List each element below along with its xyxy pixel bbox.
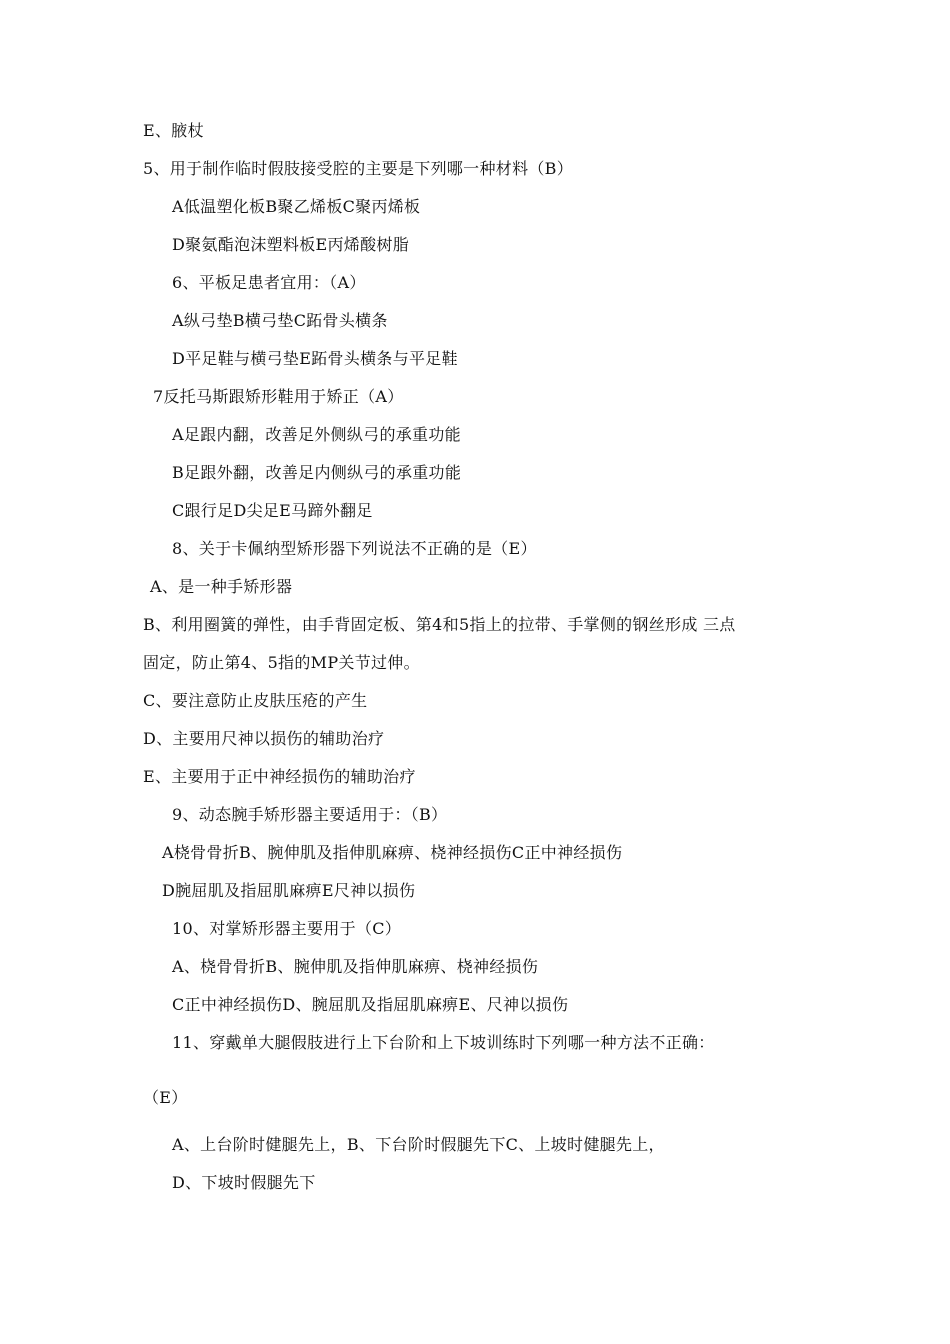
question-9-options-a-c: A桡骨骨折B、腕伸肌及指伸肌麻痹、桡神经损伤C正中神经损伤 bbox=[162, 843, 623, 862]
question-8-option-d: D、主要用尺神以损伤的辅助治疗 bbox=[143, 729, 385, 748]
question-10-options-c-e: C正中神经损伤D、腕屈肌及指屈肌麻痹E、尺神以损伤 bbox=[172, 995, 569, 1014]
question-8: 8、关于卡佩纳型矫形器下列说法不正确的是（E） bbox=[172, 539, 537, 558]
question-8-option-a: A、是一种手矫形器 bbox=[150, 577, 293, 596]
question-7-option-a: A足跟内翻，改善足外侧纵弓的承重功能 bbox=[172, 425, 461, 444]
question-11-option-d: D、下坡时假腿先下 bbox=[172, 1173, 316, 1192]
question-11-options-a-c: A、上台阶时健腿先上，B、下台阶时假腿先下C、上坡时健腿先上， bbox=[172, 1135, 665, 1154]
question-6: 6、平板足患者宜用：（A） bbox=[172, 273, 366, 292]
question-8-option-c: C、要注意防止皮肤压疮的产生 bbox=[143, 691, 368, 710]
text-line: E、腋杖 bbox=[143, 121, 204, 140]
question-7-options-c-e: C跟行足D尖足E马蹄外翻足 bbox=[172, 501, 373, 520]
question-10: 10、对掌矫形器主要用于（C） bbox=[172, 919, 402, 938]
question-5-options-d-e: D聚氨酯泡沫塑料板E丙烯酸树脂 bbox=[172, 235, 410, 254]
question-6-options-d-e: D平足鞋与横弓垫E跖骨头横条与平足鞋 bbox=[172, 349, 458, 368]
question-10-options-a-b: A、桡骨骨折B、腕伸肌及指伸肌麻痹、桡神经损伤 bbox=[172, 957, 539, 976]
question-7: 7反托马斯跟矫形鞋用于矫正（A） bbox=[153, 387, 404, 406]
question-5: 5、用于制作临时假肢接受腔的主要是下列哪一种材料（B） bbox=[143, 159, 574, 178]
question-11-answer: （E） bbox=[143, 1088, 188, 1107]
question-5-options-a-c: A低温塑化板B聚乙烯板C聚丙烯板 bbox=[172, 197, 421, 216]
question-9: 9、动态腕手矫形器主要适用于：（B） bbox=[172, 805, 448, 824]
question-7-option-b: B足跟外翻，改善足内侧纵弓的承重功能 bbox=[172, 463, 462, 482]
question-9-options-d-e: D腕屈肌及指屈肌麻痹E尺神以损伤 bbox=[162, 881, 416, 900]
question-8-option-e: E、主要用于正中神经损伤的辅助治疗 bbox=[143, 767, 416, 786]
question-11: 11、穿戴单大腿假肢进行上下台阶和上下坡训练时下列哪一种方法不正确： bbox=[172, 1033, 715, 1052]
question-6-options-a-c: A纵弓垫B横弓垫C跖骨头横条 bbox=[172, 311, 388, 330]
question-8-option-b-continued: 固定，防止第4、5指的MP关节过伸。 bbox=[143, 653, 420, 672]
question-8-option-b: B、利用圈簧的弹性，由手背固定板、第4和5指上的拉带、手掌侧的钢丝形成 三点 bbox=[143, 615, 736, 634]
